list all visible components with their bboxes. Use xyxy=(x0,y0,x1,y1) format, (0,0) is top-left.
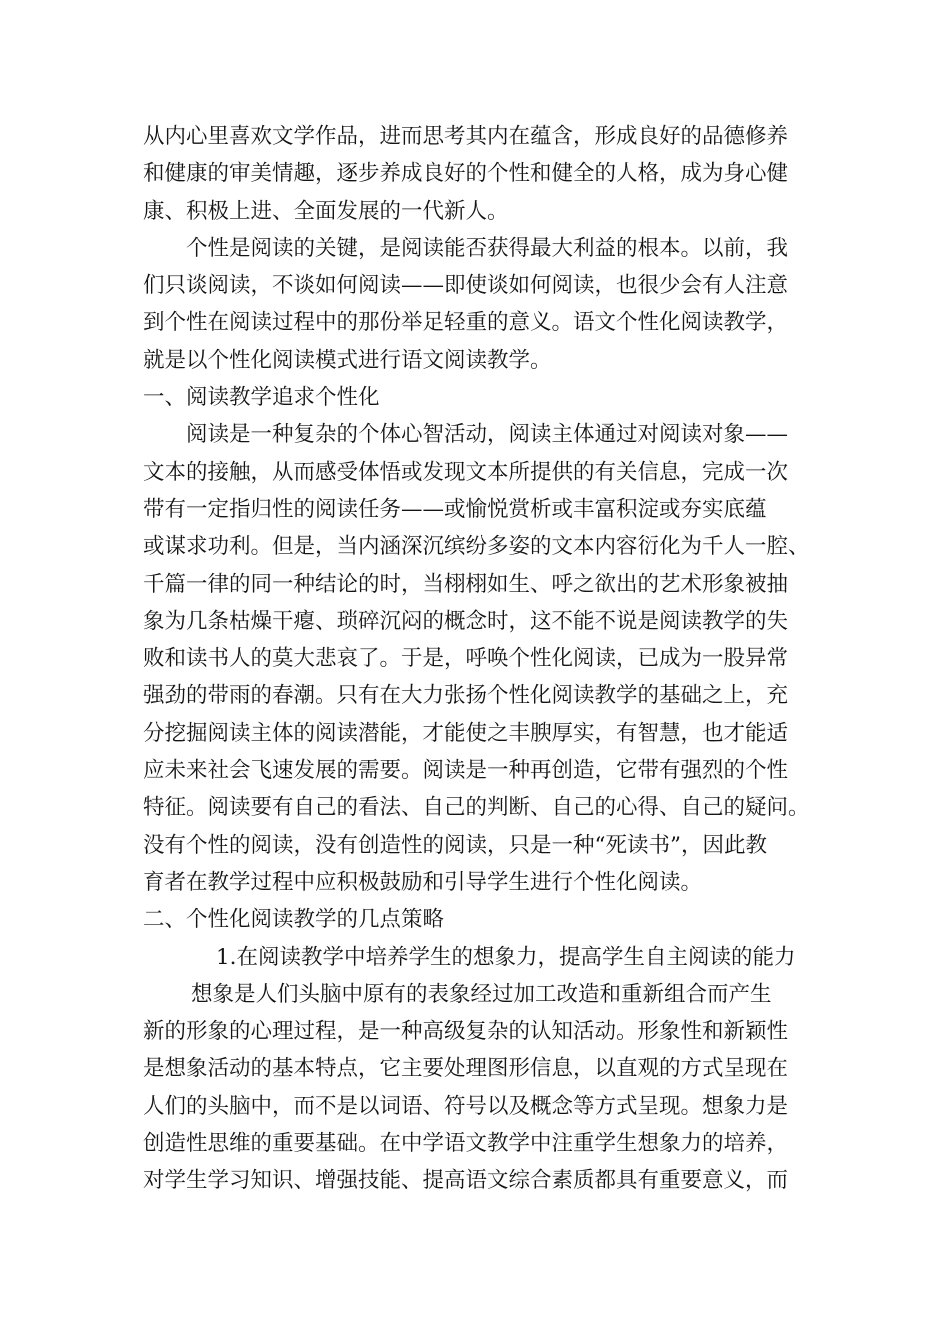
text-line: 到个性在阅读过程中的那份举足轻重的意义。语文个性化阅读教学， xyxy=(143,310,789,336)
text-line: 新的形象的心理过程，是一种高级复杂的认知活动。形象性和新颖性 xyxy=(143,1019,789,1045)
text-line: 们只谈阅读，不谈如何阅读——即使谈如何阅读，也很少会有人注意 xyxy=(143,273,789,299)
text-line: 对学生学习知识、增强技能、提高语文综合素质都具有重要意义，而 xyxy=(143,1168,789,1194)
text-line: 败和读书人的莫大悲哀了。于是，呼唤个性化阅读，已成为一股异常 xyxy=(143,646,789,672)
text-line: 象为几条枯燥干瘪、琐碎沉闷的概念时，这不能不说是阅读教学的失 xyxy=(143,608,789,634)
text-line: 或谋求功利。但是，当内涵深沉缤纷多姿的文本内容衍化为千人一腔、 xyxy=(143,534,810,560)
text-line: 是想象活动的基本特点，它主要处理图形信息，以直观的方式呈现在 xyxy=(143,1056,789,1082)
body-text xyxy=(143,118,808,1200)
text-line: 育者在教学过程中应积极鼓励和引导学生进行个性化阅读。 xyxy=(143,869,703,895)
text-line: 应未来社会飞速发展的需要。阅读是一种再创造，它带有强烈的个性 xyxy=(143,758,789,784)
text-line: 千篇一律的同一种结论的时，当栩栩如生、呼之欲出的艺术形象被抽 xyxy=(143,571,789,597)
text-line: 人们的头脑中，而不是以词语、符号以及概念等方式呈现。想象力是 xyxy=(143,1093,789,1119)
paragraph-first-line: 想象是人们头脑中原有的表象经过加工改造和重新组合而产生 xyxy=(191,981,772,1007)
paragraph-first-line: 阅读是一种复杂的个体心智活动，阅读主体通过对阅读对象—— xyxy=(186,422,789,448)
paragraph-first-line: 个性是阅读的关键，是阅读能否获得最大利益的根本。以前，我 xyxy=(186,235,789,261)
text-line: 康、积极上进、全面发展的一代新人。 xyxy=(143,198,509,224)
text-line: 从内心里喜欢文学作品，进而思考其内在蕴含，形成良好的品德修养 xyxy=(143,124,789,149)
text-line: 和健康的审美情趣，逐步养成良好的个性和健全的人格，成为身心健 xyxy=(143,161,789,187)
text-line: 分挖掘阅读主体的阅读潜能，才能使之丰腴厚实，有智慧，也才能适 xyxy=(143,720,789,746)
section-heading: 二、个性化阅读教学的几点策略 xyxy=(143,907,445,933)
text-line: 文本的接触，从而感受体悟或发现文本所提供的有关信息，完成一次 xyxy=(143,459,789,485)
section-heading: 一、阅读教学追求个性化 xyxy=(143,385,380,411)
subsection-heading: 1.在阅读教学中培养学生的想象力，提高学生自主阅读的能力 xyxy=(216,944,796,970)
text-line: 特征。阅读要有自己的看法、自己的判断、自己的心得、自己的疑问。 xyxy=(143,795,810,821)
text-line: 带有一定指归性的阅读任务——或愉悦赏析或丰富积淀或夯实底蕴 xyxy=(143,496,767,522)
text-line: 创造性思维的重要基础。在中学语文教学中注重学生想象力的培养， xyxy=(143,1131,789,1157)
text-line: 就是以个性化阅读模式进行语文阅读教学。 xyxy=(143,347,552,373)
text-line: 强劲的带雨的春潮。只有在大力张扬个性化阅读教学的基础之上，充 xyxy=(143,683,789,709)
text-line: 没有个性的阅读，没有创造性的阅读，只是一种“死读书”，因此教 xyxy=(143,832,767,858)
